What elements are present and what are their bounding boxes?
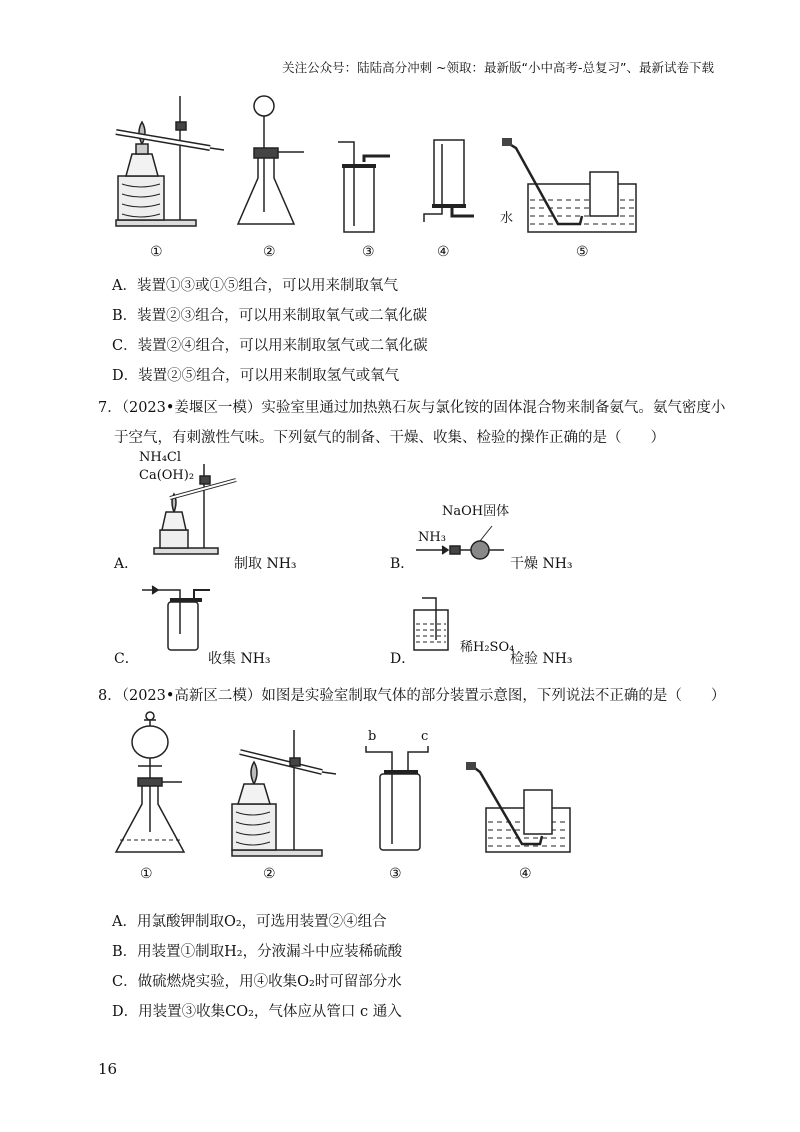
- q7-option-a-letter: A．: [114, 556, 139, 572]
- q7a-reagent-caoh2: Ca(OH)₂: [139, 468, 195, 483]
- q8-stem: 8．（2023•高新区二模）如图是实验室制取气体的部分装置示意图，下列说法不正确的是（ ）: [98, 688, 726, 704]
- q8-apparatus-2-heating: [226, 728, 346, 858]
- q7-option-d-caption: 检验 NH₃: [510, 651, 573, 667]
- q6-label-4: ④: [437, 244, 450, 260]
- q8-option-c: C．做硫燃烧实验，用④收集O₂时可留部分水: [112, 974, 402, 990]
- q7-option-c-caption: 收集 NH₃: [208, 651, 271, 667]
- q7d-reagent: 稀H₂SO₄: [460, 640, 515, 655]
- q7a-heating-apparatus: [150, 460, 250, 560]
- q6-label-1: ①: [150, 244, 163, 260]
- q6-apparatus-1-heating: [112, 92, 232, 232]
- q7b-reagent: NaOH固体: [442, 504, 510, 519]
- q6-water-label: 水: [500, 211, 514, 226]
- q6-apparatus-2-flask: [232, 92, 312, 232]
- q6-apparatus-4-bottle-inverted: [418, 134, 478, 234]
- q7-stem-line1: 7．（2023•姜堰区一模）实验室里通过加热熟石灰与氯化铵的固体混合物来制备氨气。氨气密度小: [98, 400, 726, 416]
- page-number: 16: [98, 1060, 118, 1078]
- q8-apparatus-4-water-trough: [462, 760, 572, 860]
- q6-label-2: ②: [263, 244, 276, 260]
- q6-apparatus-3-bottle-long-tube: [334, 136, 394, 236]
- q8-port-b: b: [368, 729, 377, 744]
- q7-option-c-letter: C．: [114, 651, 139, 667]
- q8-label-1: ①: [140, 866, 153, 882]
- q6-option-d: D．装置②⑤组合，可以用来制取氢气或氧气: [112, 368, 400, 384]
- q8-option-d: D．用装置③收集CO₂，气体应从管口 c 通入: [112, 1004, 402, 1020]
- q6-option-a: A．装置①③或①⑤组合，可以用来制取氧气: [112, 278, 398, 294]
- q7-option-b-letter: B．: [390, 556, 415, 572]
- q8-apparatus-3-gas-bottle: [362, 744, 442, 854]
- q6-option-b: B．装置②③组合，可以用来制取氧气或二氧化碳: [112, 308, 428, 324]
- q7-option-a-caption: 制取 NH₃: [234, 556, 297, 572]
- q6-label-3: ③: [362, 244, 375, 260]
- q8-label-2: ②: [263, 866, 276, 882]
- q7-option-d-letter: D．: [390, 651, 416, 667]
- q8-option-a: A．用氯酸钾制取O₂，可选用装置②④组合: [112, 914, 387, 930]
- q6-apparatus-5-water-trough: [496, 136, 646, 236]
- q8-option-b: B．用装置①制取H₂，分液漏斗中应装稀硫酸: [112, 944, 403, 960]
- q6-label-5: ⑤: [576, 244, 589, 260]
- q8-label-3: ③: [389, 866, 402, 882]
- page-header: 关注公众号：陆陆高分冲刺 ~领取：最新版“小中高考-总复习”、最新试卷下载: [282, 60, 714, 75]
- q6-option-c: C．装置②④组合，可以用来制取氢气或二氧化碳: [112, 338, 428, 354]
- q7-stem-line2: 于空气，有刺激性气味。下列氨气的制备、干燥、收集、检验的操作正确的是（ ）: [114, 430, 665, 446]
- q7b-gas: NH₃: [418, 530, 446, 545]
- q8-label-4: ④: [519, 866, 532, 882]
- q8-port-c: c: [421, 729, 429, 744]
- q8-apparatus-1-separatory-funnel: [110, 708, 190, 858]
- q7a-reagent-nh4cl: NH₄Cl: [139, 450, 182, 465]
- q7-option-b-caption: 干燥 NH₃: [510, 556, 573, 572]
- q7c-collecting-bottle: [140, 584, 230, 654]
